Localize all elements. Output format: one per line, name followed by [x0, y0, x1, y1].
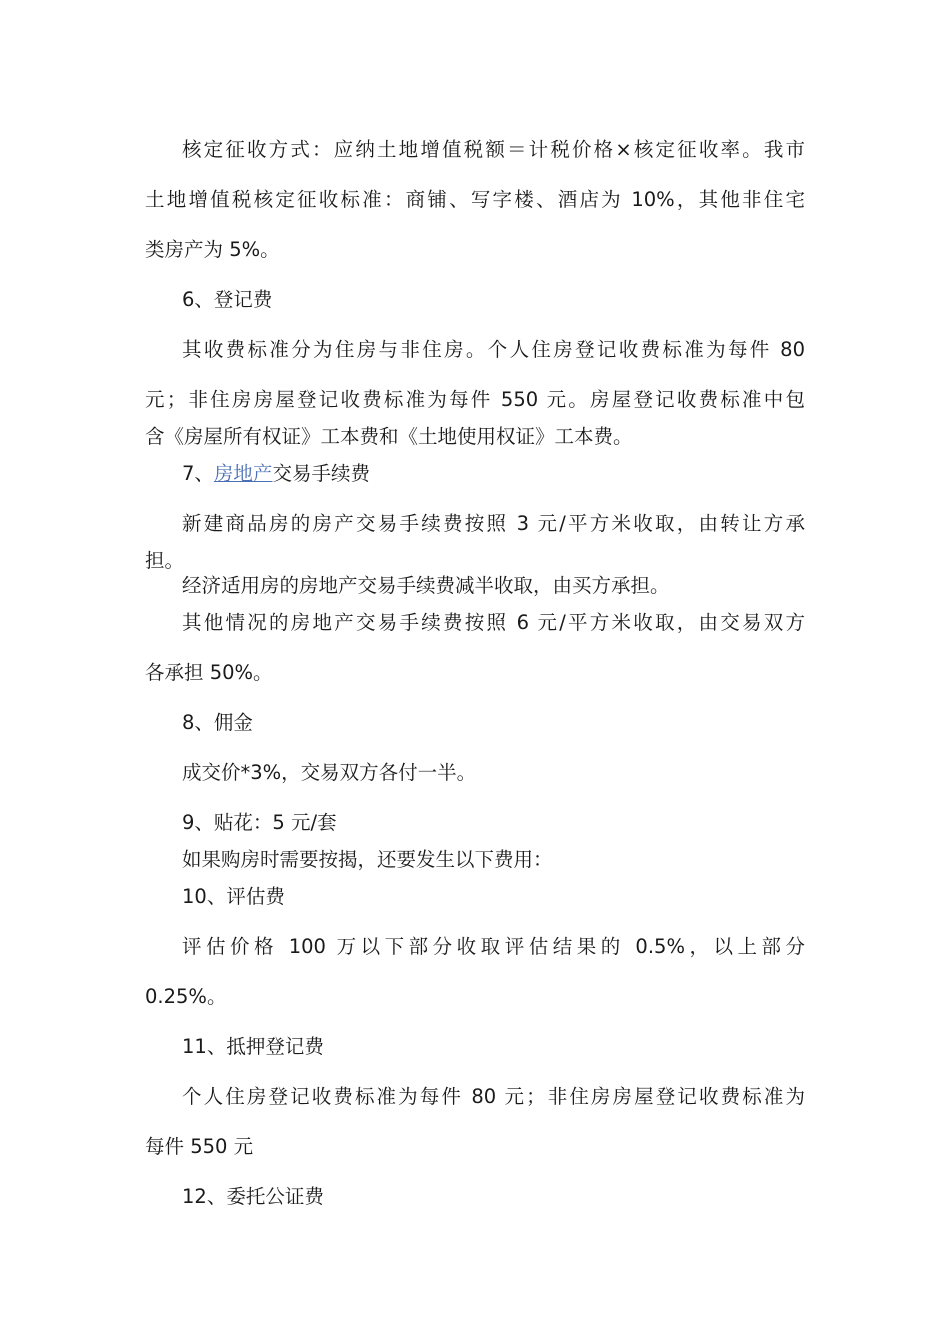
heading-stamp-duty: 9、贴花：5 元/套 [182, 811, 337, 834]
heading-appraisal-fee: 10、评估费 [182, 885, 285, 908]
heading-registration-fee: 6、登记费 [182, 288, 273, 311]
real-estate-link[interactable]: 房地产 [213, 462, 273, 485]
paragraph-registration-line-3: 含《房屋所有权证》工本费和《土地使用权证》工本费。 [145, 425, 633, 448]
paragraph-registration-line-2: 元；非住房房屋登记收费标准为每件 550 元。房屋登记收费标准中包 [145, 388, 805, 411]
heading-transaction-fee [182, 461, 805, 487]
heading-commission: 8、佣金 [182, 711, 253, 734]
paragraph-other-cases-line-2: 各承担 50%。 [145, 661, 273, 684]
paragraph-new-housing-line-2: 担。 [145, 549, 185, 572]
paragraph-mortgage-registration-line-1: 个人住房登记收费标准为每件 80 元；非住房房屋登记收费标准为 [182, 1085, 805, 1108]
paragraph-affordable-housing: 经济适用房的房地产交易手续费减半收取，由买方承担。 [182, 574, 670, 597]
paragraph-other-cases-line-1: 其他情况的房地产交易手续费按照 6 元/平方米收取，由交易双方 [182, 611, 805, 634]
paragraph-land-tax-line-1: 核定征收方式：应纳土地增值税额＝计税价格×核定征收率。我市 [182, 138, 805, 161]
heading-mortgage-registration-fee: 11、抵押登记费 [182, 1035, 324, 1058]
paragraph-mortgage-registration-line-2: 每件 550 元 [145, 1135, 254, 1158]
paragraph-commission: 成交价*3%，交易双方各付一半。 [182, 761, 477, 784]
paragraph-land-tax-line-3: 类房产为 5%。 [145, 238, 280, 261]
paragraph-new-housing-line-1: 新建商品房的房产交易手续费按照 3 元/平方米收取，由转让方承 [182, 512, 805, 535]
paragraph-registration-line-1: 其收费标准分为住房与非住房。个人住房登记收费标准为每件 80 [182, 338, 805, 361]
paragraph-mortgage-intro: 如果购房时需要按揭，还要发生以下费用： [182, 848, 553, 871]
heading-text: 交易手续费 [272, 462, 370, 485]
heading-number: 7、 [182, 462, 214, 485]
paragraph-appraisal-line-1: 评估价格 100 万以下部分收取评估结果的 0.5%，以上部分 [182, 935, 805, 958]
paragraph-land-tax-line-2: 土地增值税核定征收标准：商铺、写字楼、酒店为 10%，其他非住宅 [145, 188, 805, 211]
heading-notary-fee: 12、委托公证费 [182, 1185, 324, 1208]
paragraph-appraisal-line-2: 0.25%。 [145, 985, 227, 1008]
